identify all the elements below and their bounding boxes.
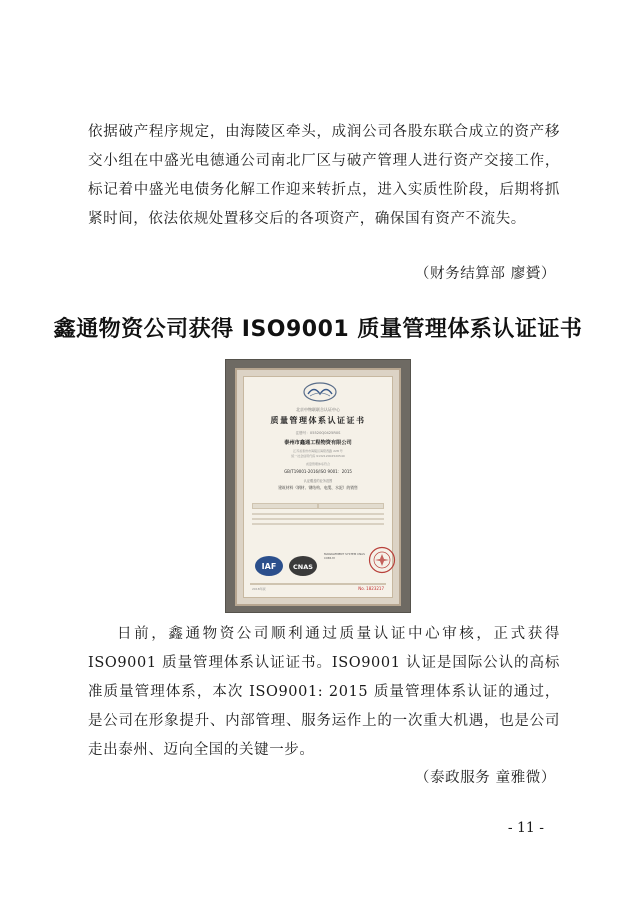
certificate-frame — [235, 368, 401, 606]
certificate — [243, 376, 393, 598]
seal-icon — [368, 545, 396, 575]
certificate-address-2: 统一社会信用代码 913212002520540 — [291, 454, 345, 458]
article1-paragraph: 依据破产程序规定，由海陵区牵头，成润公司各股东联合成立的资产移交小组在中盛光电德通公司南北厂区与破产管理人进行资产交接工作，标记着中盛光电债务化解工作迎来转折点，进入实质性阶段，后期将抓紧时间，依法依规处置移交后的各项资产，确保国有资产不流失。 — [88, 124, 560, 227]
certificate-scope: 建筑材料（钢材、钢结构、电缆、水泥）的销售 — [278, 485, 358, 490]
certificate-address-1: 江苏省泰州市海陵区海阳西路 228 号 — [293, 449, 343, 453]
certificate-print-year: 2018年版 — [252, 587, 266, 591]
article1-signature: （财务结算部 廖贇） — [414, 266, 556, 282]
certificate-photo — [226, 360, 410, 612]
article2-paragraph: 日前，鑫通物资公司顺利通过质量认证中心审核，正式获得ISO9001 质量管理体系认证证书。ISO9001 认证是国际公认的高标准质量管理体系，本次 ISO9001: 2015 质量管理体系认证的通过，是公司在形象提升、内部管理、服务运作上的一次重大机遇，也是公司走出泰州、迈向全国的关键一步。 — [88, 626, 560, 758]
cnas-label: CNAS — [293, 563, 313, 571]
certification-logo-icon — [302, 381, 338, 403]
article2-title: 鑫通物资公司获得 ISO9001 质量管理体系认证证书 — [53, 317, 583, 342]
certificate-standard: GB/T19001-2016/ISO 9001：2015 — [284, 469, 352, 474]
certificate-fine-print — [252, 523, 384, 525]
certificate-bottom-rule — [250, 583, 386, 585]
certificate-date-box-right — [318, 503, 384, 509]
certificate-date-box-left — [252, 503, 318, 509]
article2-signature: （泰政服务 童雅微） — [414, 770, 556, 786]
page-number: - 11 - — [507, 820, 544, 836]
iaf-label: IAF — [261, 562, 277, 571]
certificate-fine-print — [252, 513, 384, 515]
certificate-reg-no: 注册号：05520Q0425R0S — [295, 431, 341, 435]
certificate-serial: No. 1823217 — [358, 586, 384, 591]
certificate-org: 北京中物联联合认证中心 — [296, 407, 340, 412]
iaf-logo-icon — [254, 555, 284, 577]
cnas-logo-icon — [288, 555, 318, 577]
certificate-fine-print — [252, 518, 384, 520]
certificate-company: 泰州市鑫通工程物资有限公司 — [284, 440, 352, 446]
certificate-scope-heading: 认证覆盖的业务范围 — [303, 479, 333, 483]
certificate-address-3: 质量管理体系符合 — [305, 462, 330, 466]
certificate-title: 质量管理体系认证证书 — [270, 416, 366, 425]
accreditation-text: MANAGEMENT SYSTEM CNAS C065-M — [324, 552, 365, 560]
